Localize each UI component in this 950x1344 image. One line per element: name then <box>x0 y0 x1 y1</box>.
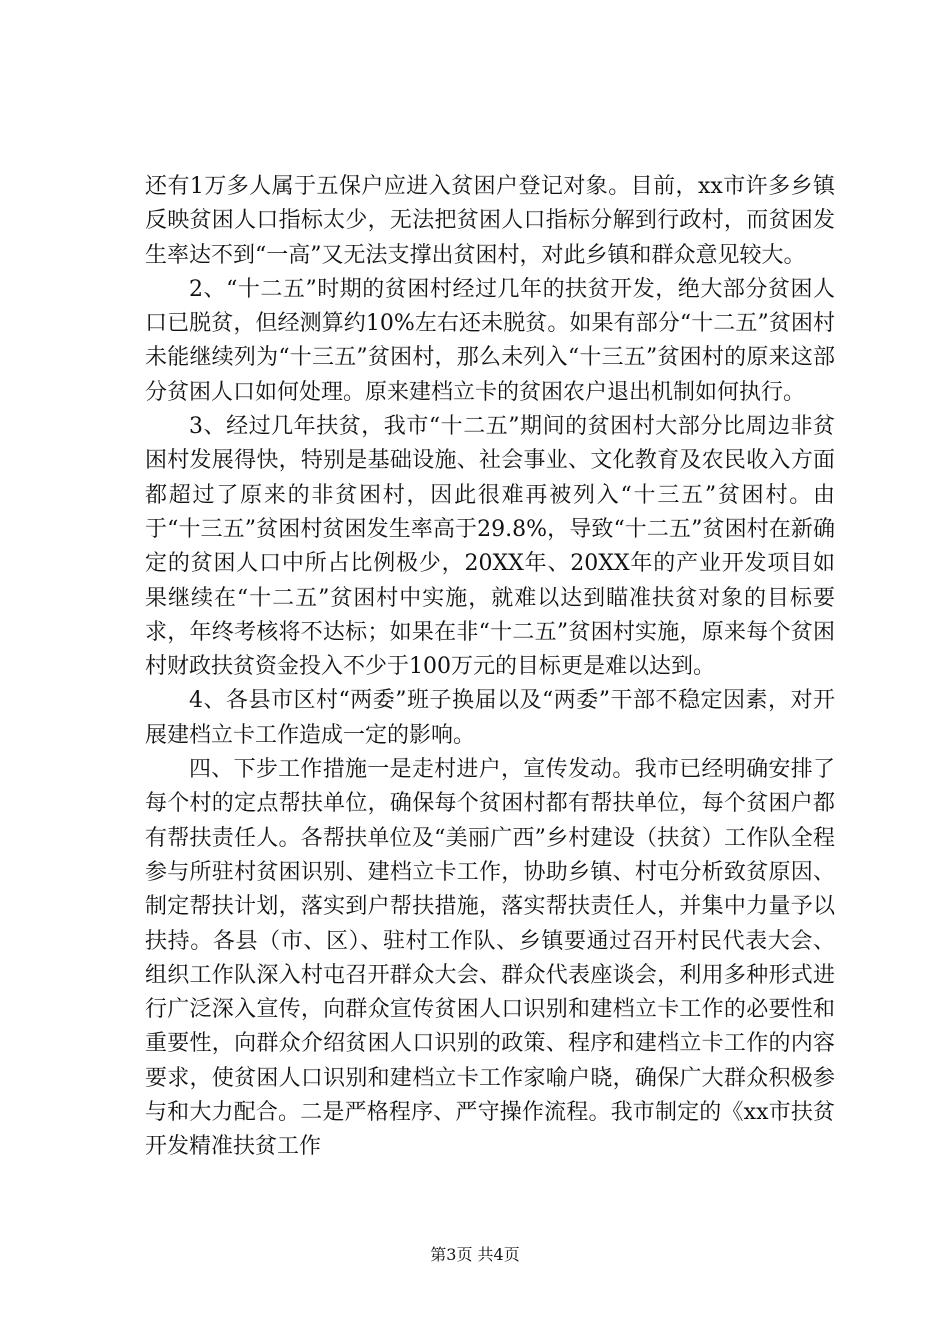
page-footer: 第3页 共4页 <box>430 1245 520 1264</box>
paragraph-item-4: 4、各县市区村“两委”班子换届以及“两委”干部不稳定因素，对开展建档立卡工作造成一定的影响。 <box>145 688 835 748</box>
paragraph-item-2: 2、“十二五”时期的贫困村经过几年的扶贫开发，绝大部分贫困人口已脱贫，但经测算约10%左右还未脱贫。如果有部分“十二五”贫困村未能继续列为“十三五”贫困村，那么未列入“十三五”贫困村的原来这部分贫困人口如何处理。原来建档立卡的贫困农户退出机制如何执行。 <box>145 276 835 405</box>
paragraph-continuation: 还有1万多人属于五保户应进入贫困户登记对象。目前，xx市许多乡镇反映贫困人口指标太少，无法把贫困人口指标分解到行政村，而贫困发生率达不到“一高”又无法支撑出贫困村，对此乡镇和群众意见较大。 <box>145 174 835 268</box>
paragraph-item-3: 3、经过几年扶贫，我市“十二五”期间的贫困村大部分比周边非贫困村发展得快，特别是基础设施、社会事业、文化教育及农民收入方面都超过了原来的非贫困村，因此很难再被列入“十三五”贫困村。由于“十三五”贫困村贫困发生率高于29.8%，导致“十二五”贫困村在新确定的贫困人口中所占比例极少，20XX年、20XX年的产业开发项目如果继续在“十二五”贫困村中实施，就难以达到瞄准扶贫对象的目标要求，年终考核将不达标；如果在非“十二五”贫困村实施，原来每个贫困村财政扶贫资金投入不少于100万元的目标更是难以达到。 <box>145 414 835 680</box>
document-body <box>145 170 835 1165</box>
paragraph-section-4: 四、下步工作措施一是走村进户，宣传发动。我市已经明确安排了每个村的定点帮扶单位，确保每个贫困村都有帮扶单位，每个贫困户都有帮扶责任人。各帮扶单位及“美丽广西”乡村建设（扶贫）工作队全程参与所驻村贫困识别、建档立卡工作，协助乡镇、村屯分析致贫原因、制定帮扶计划，落实到户帮扶措施，落实帮扶责任人，并集中力量予以扶持。各县（市、区）、驻村工作队、乡镇要通过召开村民代表大会、组织工作队深入村屯召开群众大会、群众代表座谈会，利用多种形式进行广泛深入宣传，向群众宣传贫困人口识别和建档立卡工作的必要性和重要性，向群众介绍贫困人口识别的政策、程序和建档立卡工作的内容要求，使贫困人口识别和建档立卡工作家喻户晓，确保广大群众积极参与和大力配合。二是严格程序、严守操作流程。我市制定的《xx市扶贫开发精准扶贫工作 <box>145 757 835 1160</box>
